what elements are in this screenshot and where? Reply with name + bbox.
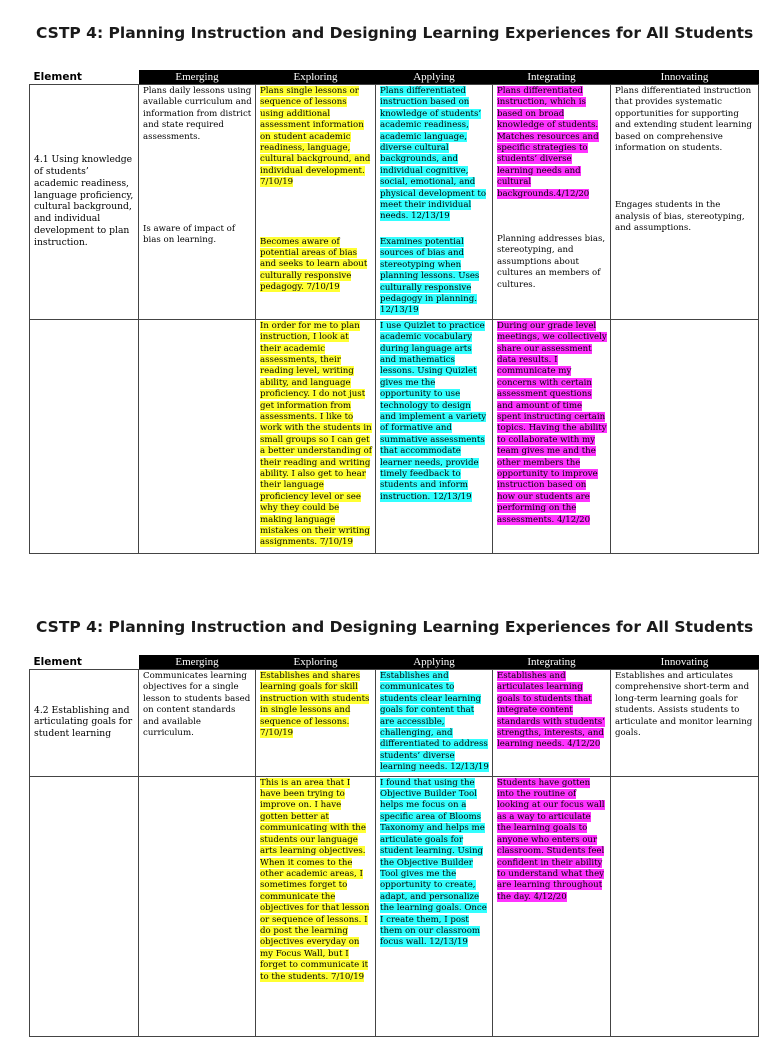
innovating-cell-empty bbox=[611, 776, 759, 1036]
header-applying: Applying bbox=[376, 655, 493, 670]
emerging-cell bbox=[139, 85, 256, 320]
table-row bbox=[30, 776, 759, 1036]
exploring-reflection-cell bbox=[256, 776, 376, 1036]
header-element: Element bbox=[30, 655, 139, 670]
element-cell bbox=[30, 85, 139, 320]
applying-reflection: I use Quizlet to practice academic vocabulary during language arts and mathematics lessons. Using Quizlet gives me the opportunity to use technology to design and implement a variety of formative and summative assessments that accommodate learner needs, provide timely feedback to students and inform instruction. 12/13/19 bbox=[380, 320, 487, 502]
rubric-table-4-1 bbox=[29, 70, 759, 554]
emerging-text-a: Plans daily lessons using available curriculum and information from district and state required assessments. bbox=[143, 86, 252, 142]
integrating-text-a: Plans differentiated instruction, which is based on broad knowledge of students. Matches resources and specific strategies to students’ diverse learning needs and cultural backgrounds.4/12/20 bbox=[497, 86, 599, 199]
header-emerging: Emerging bbox=[139, 655, 256, 670]
innovating-text: Establishes and articulates comprehensive short-term and long-term learning goals for students. Assists students to articulate and monitor learning goals. bbox=[615, 671, 753, 739]
element-label: 4.1 Using knowledge of students’ academic readiness, language proficiency, cultural background, and individual development to plan instruction. bbox=[34, 154, 134, 248]
integrating-reflection-cell bbox=[493, 319, 611, 553]
table-header-row bbox=[30, 655, 759, 670]
header-element: Element bbox=[30, 70, 139, 85]
header-exploring: Exploring bbox=[256, 70, 376, 85]
exploring-text-a: Plans single lessons or sequence of lessons using additional assessment information on student academic readiness, language, cultural background, and individual development. 7/10/19 bbox=[260, 86, 371, 188]
exploring-reflection-cell bbox=[256, 319, 376, 553]
exploring-text-b: Becomes aware of potential areas of bias and seeks to learn about culturally responsive pedagogy. 7/10/19 bbox=[260, 236, 368, 293]
integrating-reflection-cell bbox=[493, 776, 611, 1036]
applying-text-a: Plans differentiated instruction based on knowledge of students’ academic readiness, academic language, diverse cultural backgrounds, and individual cognitive, social, emotional, and physical development to meet their individual needs. 12/13/19 bbox=[380, 86, 486, 222]
section1-title: CSTP 4: Planning Instruction and Designing Learning Experiences for All Students bbox=[36, 24, 754, 42]
header-integrating: Integrating bbox=[493, 70, 611, 85]
emerging-cell-empty bbox=[139, 319, 256, 553]
applying-text: Establishes and communicates to students clear learning goals for content that are accessible, challenging, and differentiated to address students’ diverse learning needs. 12/13/19 bbox=[380, 671, 489, 773]
header-innovating: Innovating bbox=[611, 70, 759, 85]
header-applying: Applying bbox=[376, 70, 493, 85]
applying-reflection-cell bbox=[376, 776, 493, 1036]
applying-text-b: Examines potential sources of bias and stereotyping when planning lessons. Uses culturally responsive pedagogy in planning. 12/13/19 bbox=[380, 236, 480, 316]
table-row bbox=[30, 670, 759, 777]
applying-reflection-cell bbox=[376, 319, 493, 553]
emerging-cell-empty bbox=[139, 776, 256, 1036]
integrating-text: Establishes and articulates learning goals to students that integrate content standards with students’ strengths, interests, and learning needs. 4/12/20 bbox=[497, 671, 605, 750]
exploring-reflection: In order for me to plan instruction, I look at their academic assessments, their reading level, writing ability, and language proficiency. I do not just get information from assessments. I like to work with the students in small groups so I can get a better understanding of their reading and writing ability. I also get to hear their language proficiency level or see why they could be making language mistakes on their writing assignments. 7/10/19 bbox=[260, 320, 372, 548]
header-integrating: Integrating bbox=[493, 655, 611, 670]
header-innovating: Innovating bbox=[611, 655, 759, 670]
header-exploring: Exploring bbox=[256, 655, 376, 670]
innovating-cell-empty bbox=[611, 319, 759, 553]
emerging-text-b: Is aware of impact of bias on learning. bbox=[143, 224, 236, 246]
applying-cell bbox=[376, 85, 493, 320]
innovating-text-b: Engages students in the analysis of bias, stereotyping, and assumptions. bbox=[615, 200, 745, 234]
table-header-row bbox=[30, 70, 759, 85]
integrating-reflection: Students have gotten into the routine of looking at our focus wall as a way to articulate the learning goals to anyone who enters our classroom. Students feel confident in their ability to understand what they are learning throughout the day. 4/12/20 bbox=[497, 777, 605, 902]
exploring-text: Establishes and shares learning goals for skill instruction with students in single lessons and sequence of lessons. 7/10/19 bbox=[260, 671, 370, 739]
integrating-reflection: During our grade level meetings, we collectively share our assessment data results. I communicate my concerns with certain assessment questions and amount of time spent instructing certain topics. Having the ability to collaborate with my team gives me and the other members the opportunity to improve instruction based on how our students are performing on the assessments. 4/12/20 bbox=[497, 320, 607, 525]
innovating-cell bbox=[611, 85, 759, 320]
exploring-reflection: This is an area that I have been trying to improve on. I have gotten better at communicating with the students our language arts learning objectives. When it comes to the other academic areas, I sometimes forget to communicate the objectives for that lesson or sequence of lessons. I do post the learning objectives everyday on my Focus Wall, but I forget to communicate it to the students. 7/10/19 bbox=[260, 777, 370, 982]
section2-title: CSTP 4: Planning Instruction and Designing Learning Experiences for All Students bbox=[36, 618, 754, 636]
rubric-table-4-2 bbox=[29, 655, 759, 1037]
header-emerging: Emerging bbox=[139, 70, 256, 85]
table-row bbox=[30, 319, 759, 553]
applying-cell bbox=[376, 670, 493, 777]
integrating-cell bbox=[493, 85, 611, 320]
emerging-cell bbox=[139, 670, 256, 777]
innovating-text-a: Plans differentiated instruction that provides systematic opportunities for supporting and extending student learning based on comprehensive information on students. bbox=[615, 86, 753, 154]
element-cell bbox=[30, 670, 139, 777]
exploring-cell bbox=[256, 85, 376, 320]
integrating-cell bbox=[493, 670, 611, 777]
table-row bbox=[30, 85, 759, 320]
element-cell-empty bbox=[30, 776, 139, 1036]
integrating-text-b: Planning addresses bias, stereotyping, and assumptions about cultures an members of cultures. bbox=[497, 234, 606, 290]
element-label: 4.2 Establishing and articulating goals for student learning bbox=[34, 704, 133, 740]
element-cell-empty bbox=[30, 319, 139, 553]
exploring-cell bbox=[256, 670, 376, 777]
innovating-cell bbox=[611, 670, 759, 777]
emerging-text: Communicates learning objectives for a single lesson to students based on content standards and available curriculum. bbox=[143, 671, 251, 739]
applying-reflection: I found that using the Objective Builder Tool helps me focus on a specific area of Blooms Taxonomy and helps me articulate goals for student learning. Using the Objective Builder Tool gives me the opportunity to create, adapt, and personalize the learning goals. Once I create them, I post them on our classroom focus wall. 12/13/19 bbox=[380, 777, 487, 948]
